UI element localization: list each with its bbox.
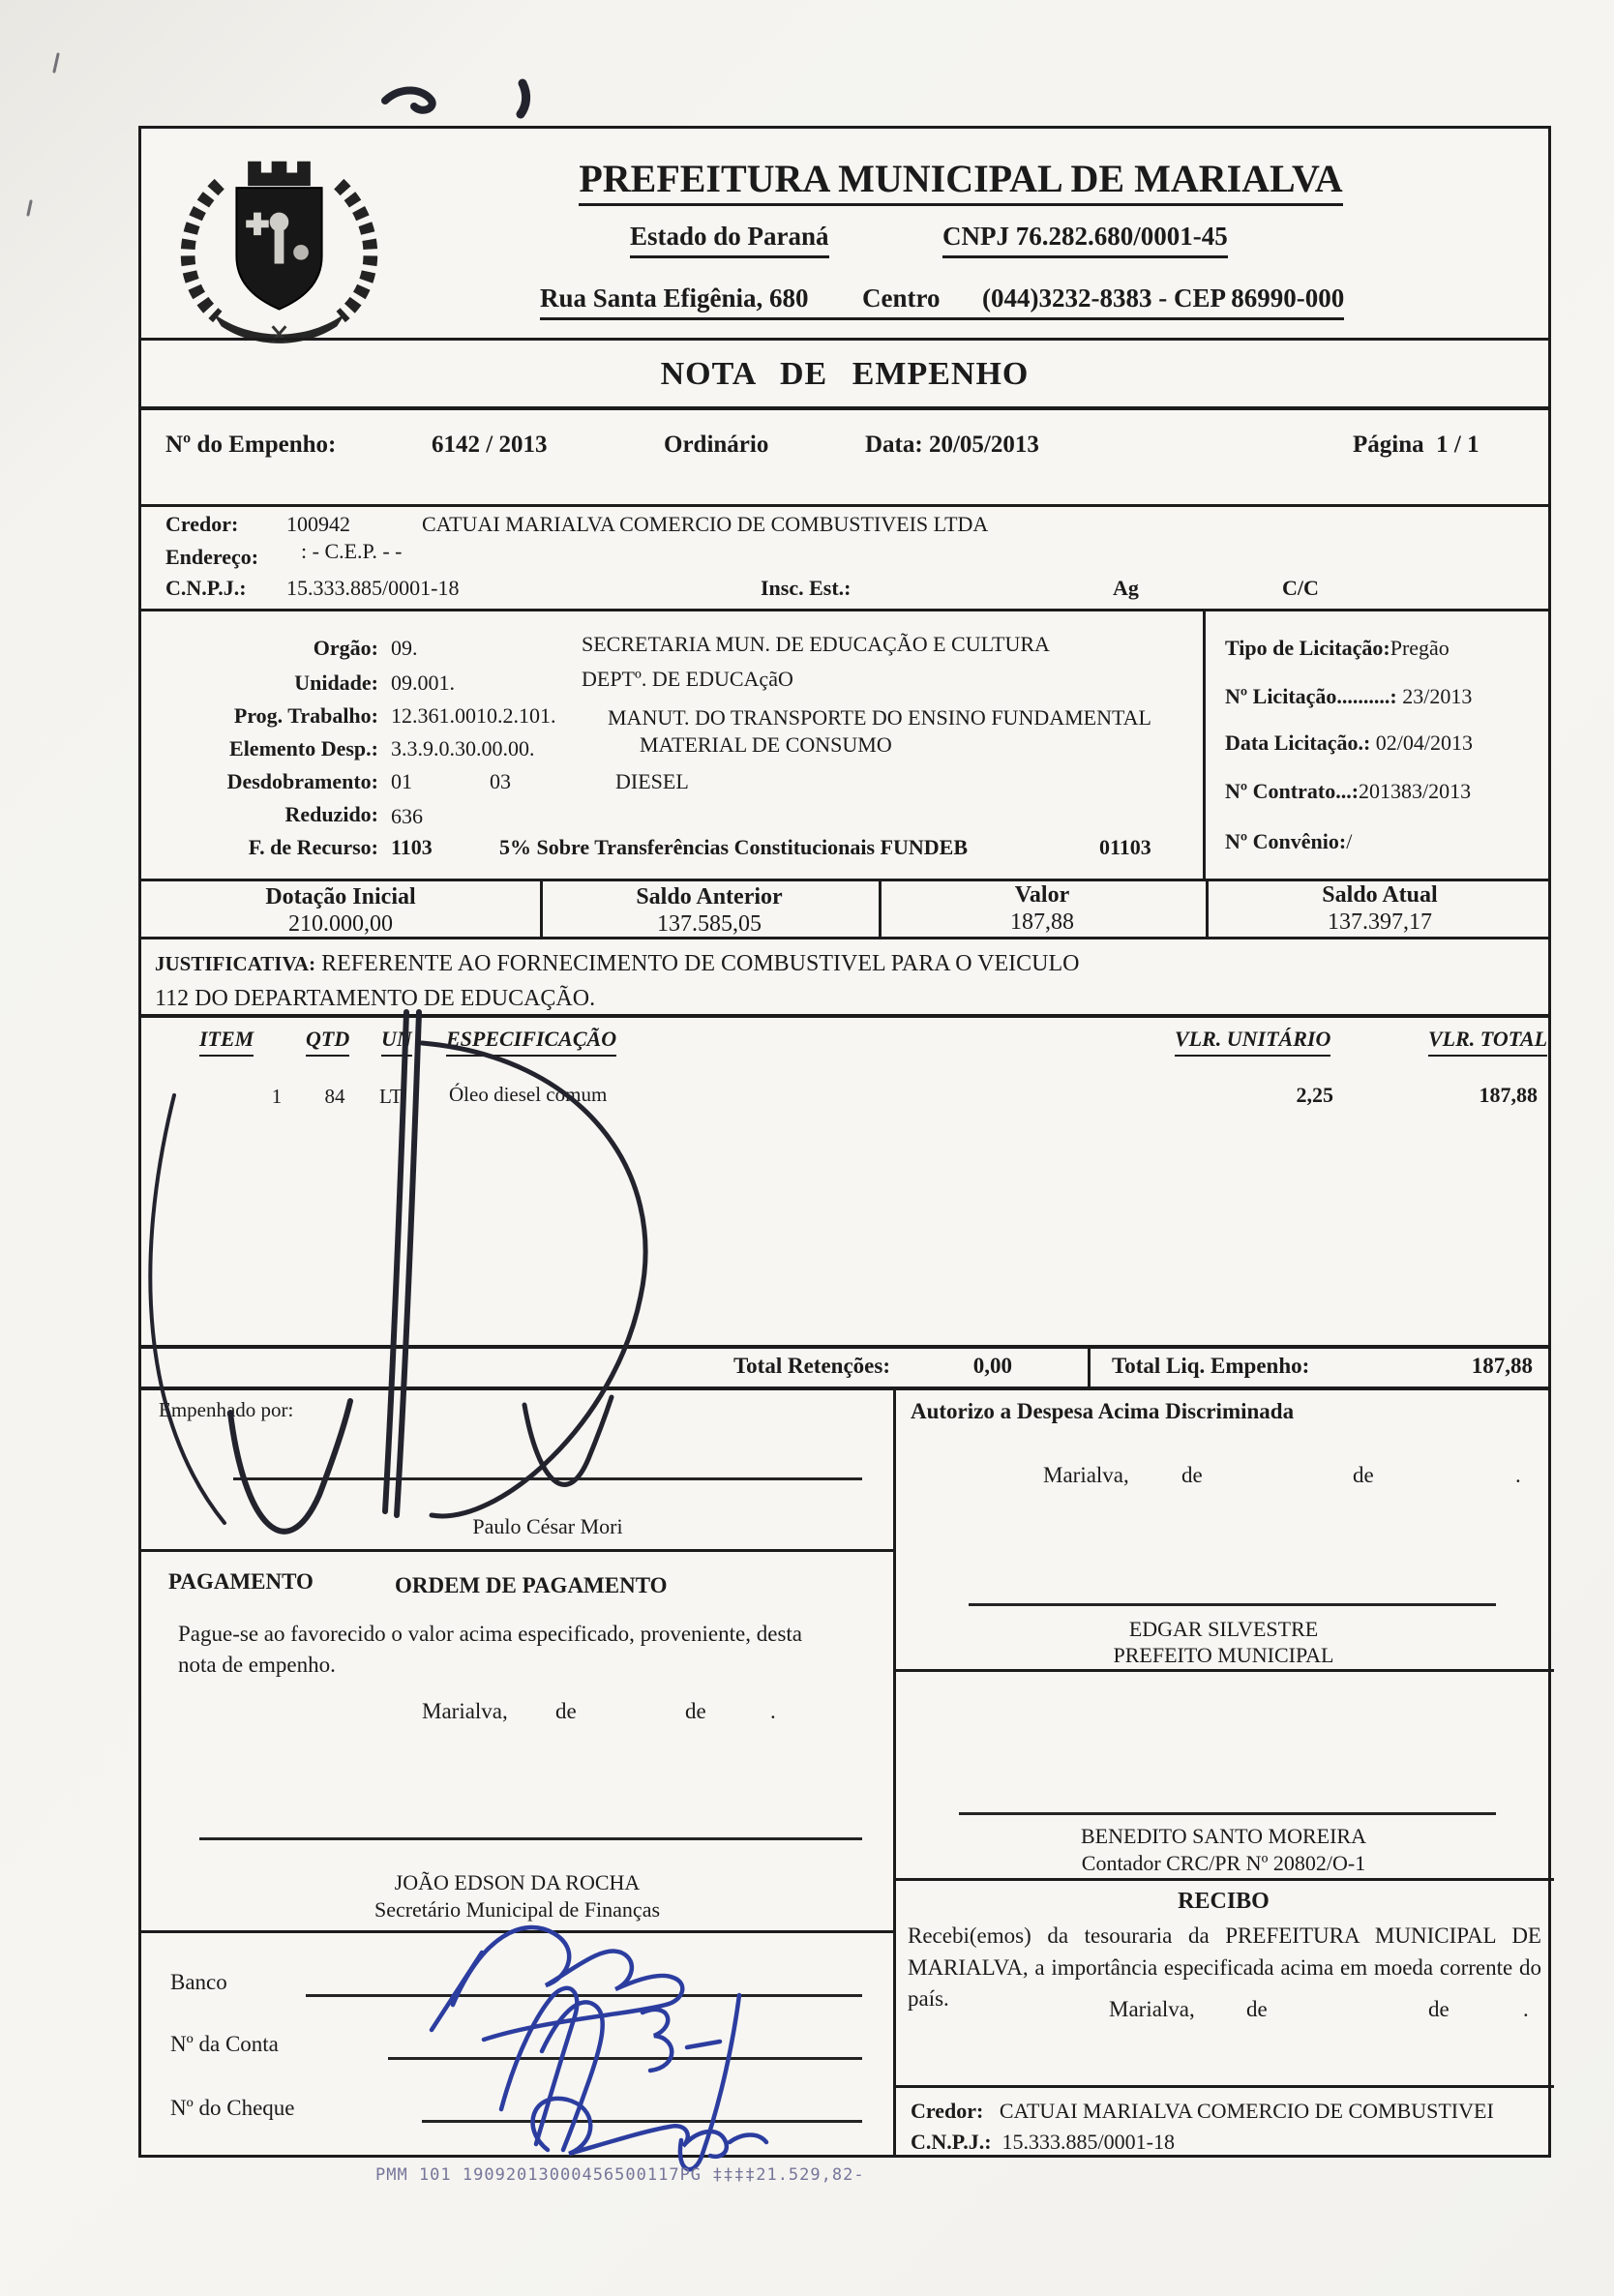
- col-item: ITEM: [199, 1027, 254, 1057]
- de: de: [1181, 1463, 1203, 1487]
- address-line: [540, 283, 1344, 320]
- page-indicator: Página 1 / 1: [1353, 432, 1480, 458]
- prog-trabalho-label: Prog. Trabalho:: [233, 703, 378, 728]
- tipo-licitacao-label: Tipo de Licitação:: [1225, 636, 1390, 660]
- divider: [141, 937, 1548, 939]
- recibo-text: Recebi(emos) da tesouraria da PREFEITURA MUNICIPAL DE MARIALVA, a importância especificada acima em moeda corrente do país.: [908, 1923, 1541, 2012]
- saldo-atual-value: 137.397,17: [1328, 909, 1432, 935]
- item-un: LT: [379, 1085, 403, 1108]
- data-licitacao-value: 02/04/2013: [1375, 731, 1474, 755]
- divider: [893, 1669, 1554, 1672]
- prog-trabalho-code: 12.361.0010.2.101.: [391, 703, 556, 728]
- cnpj-label: C.N.P.J.:: [165, 576, 247, 600]
- de: de: [1428, 1997, 1450, 2021]
- tipo-licitacao-value: Pregão: [1390, 636, 1450, 660]
- valor-label: Valor: [1014, 882, 1070, 908]
- header-cnpj: CNPJ 76.282.680/0001-45: [942, 222, 1228, 258]
- street-address: Rua Santa Efigênia, 680: [540, 283, 809, 313]
- contrato-label: Nº Contrato...:: [1225, 779, 1360, 803]
- marialva-coat-of-arms-icon: [161, 140, 398, 343]
- justification: [155, 946, 1084, 1016]
- dot: .: [770, 1699, 776, 1723]
- divider: [141, 1014, 1548, 1018]
- data-licitacao-label: Data Licitação.:: [1225, 731, 1371, 755]
- divider: [141, 1549, 893, 1552]
- cheque-line: [422, 2120, 862, 2123]
- state-label: Estado do Paraná: [630, 222, 829, 258]
- item-unit-price: 2,25: [1296, 1083, 1333, 1107]
- autorizo-title: Autorizo a Despesa Acima Discriminada: [911, 1399, 1295, 1423]
- desdobramento-code: 01: [391, 769, 412, 793]
- reduzido-code: 636: [391, 804, 423, 828]
- endereco-value: : - C.E.P. - -: [301, 539, 403, 563]
- empenho-date: Data: 20/05/2013: [865, 432, 1039, 458]
- num-licitacao-label: Nº Licitação..........:: [1225, 684, 1397, 708]
- pague-se-text: Pague-se ao favorecido o valor acima especificado, proveniente, desta nota de empenho.: [178, 1622, 802, 1678]
- municipality-title: PREFEITURA MUNICIPAL DE MARIALVA: [403, 156, 1519, 201]
- doc-title: NOTA DE EMPENHO: [660, 356, 1030, 392]
- unidade-desc: DEPTº. DE EDUCAçãO: [582, 667, 793, 691]
- city: Marialva,: [1109, 1997, 1195, 2021]
- divider: [141, 338, 1548, 341]
- empenhado-signer-name: Paulo César Mori: [472, 1514, 623, 1538]
- divider: [1088, 1345, 1091, 1390]
- empenho-number-label: Nº do Empenho:: [165, 432, 337, 458]
- divider: [879, 879, 882, 937]
- secretario-name: JOÃO EDSON DA ROCHA: [394, 1870, 641, 1894]
- divider: [141, 1345, 1548, 1349]
- convenio-value: /: [1346, 829, 1353, 853]
- divider: [893, 1387, 896, 2158]
- receipt-cnpj-line: C.N.P.J.: 15.333.885/0001-18: [911, 2130, 1175, 2154]
- divider: [893, 1878, 1554, 1881]
- col-vlr-unitario: VLR. UNITÁRIO: [1175, 1027, 1330, 1057]
- divider: [141, 1387, 1548, 1390]
- conta-line: [388, 2057, 862, 2060]
- saldo-anterior-value: 137.585,05: [657, 911, 762, 937]
- de: de: [1353, 1463, 1374, 1487]
- orgao-code: 09.: [391, 636, 418, 660]
- signature-line: [199, 1837, 862, 1840]
- banco-label: Banco: [170, 1970, 227, 1994]
- dotacao-value: 210.000,00: [288, 911, 393, 937]
- nota-de-empenho-form: [138, 126, 1551, 2158]
- saldo-anterior-label: Saldo Anterior: [636, 884, 783, 909]
- prefeito-title: PREFEITO MUNICIPAL: [1113, 1643, 1334, 1667]
- divider: [141, 1930, 893, 1933]
- signature-line: [959, 1812, 1496, 1815]
- city: Marialva,: [1043, 1463, 1129, 1487]
- recurso-desc: 5% Sobre Transferências Constitucionais FUNDEB: [499, 835, 969, 859]
- unidade-label: Unidade:: [294, 671, 378, 695]
- pagamento-title: PAGAMENTO: [168, 1569, 314, 1594]
- secretario-title: Secretário Municipal de Finanças: [374, 1897, 661, 1922]
- item-espec: Óleo diesel comum: [449, 1083, 608, 1106]
- recurso-ref: 01103: [1099, 835, 1151, 859]
- dot: .: [1515, 1463, 1521, 1487]
- de: de: [555, 1699, 577, 1723]
- empenhado-por-label: Empenhado por:: [159, 1398, 294, 1421]
- desdobramento-desc: DIESEL: [615, 769, 689, 793]
- prefeito-name: EDGAR SILVESTRE: [1128, 1617, 1319, 1641]
- recurso-code: 1103: [391, 835, 433, 859]
- desdobramento-label: Desdobramento:: [226, 769, 378, 793]
- credor-code: 100942: [286, 512, 350, 536]
- dot-matrix-footer-code: PMM 101 19092013000456500117PG ‡‡‡‡21.529,82-: [375, 2165, 865, 2185]
- valor-value: 187,88: [1010, 909, 1074, 935]
- justificativa-text: REFERENTE AO FORNECIMENTO DE COMBUSTIVEL PARA O VEICULO 112 DO DEPARTAMENTO DE EDUCAÇÃO.: [155, 951, 1080, 1011]
- ordem-pagamento-title: ORDEM DE PAGAMENTO: [395, 1573, 668, 1597]
- num-licitacao-value: 23/2013: [1402, 684, 1473, 708]
- recibo-title: RECIBO: [1178, 1889, 1270, 1914]
- item-total: 187,88: [1479, 1083, 1538, 1107]
- saldo-atual-label: Saldo Atual: [1322, 882, 1438, 908]
- total-liq-value: 187,88: [1471, 1354, 1533, 1378]
- cnpj-value: 15.333.885/0001-18: [286, 576, 460, 600]
- unidade-code: 09.001.: [391, 671, 455, 695]
- divider: [1203, 609, 1206, 881]
- desdobramento-code2: 03: [490, 769, 511, 793]
- reduzido-label: Reduzido:: [284, 802, 378, 826]
- contrato-value: 201383/2013: [1359, 779, 1472, 803]
- signature-line: [969, 1603, 1496, 1606]
- convenio-label: Nº Convênio:: [1225, 829, 1347, 853]
- elemento-label: Elemento Desp.:: [229, 736, 378, 760]
- divider: [1206, 879, 1209, 937]
- contador-name: BENEDITO SANTO MOREIRA: [1081, 1824, 1366, 1848]
- credor-name: CATUAI MARIALVA COMERCIO DE COMBUSTIVEIS LTDA: [422, 512, 989, 536]
- dot: .: [1523, 1997, 1529, 2021]
- col-un: UN: [381, 1027, 412, 1057]
- orgao-label: Orgão:: [313, 636, 378, 660]
- divider: [893, 2085, 1554, 2088]
- recurso-label: F. de Recurso:: [248, 835, 378, 859]
- receipt-credor-line: Credor: CATUAI MARIALVA COMERCIO DE COMBUSTIVEI: [911, 2099, 1494, 2123]
- item-qtd: 84: [324, 1085, 345, 1108]
- elemento-code: 3.3.9.0.30.00.00.: [391, 736, 535, 760]
- de: de: [685, 1699, 706, 1723]
- divider: [141, 406, 1548, 410]
- divider: [540, 879, 543, 937]
- empenho-type: Ordinário: [664, 432, 769, 458]
- signature-line: [233, 1477, 862, 1480]
- justificativa-label: JUSTIFICATIVA:: [155, 952, 316, 975]
- endereco-label: Endereço:: [165, 545, 259, 569]
- total-liq-label: Total Liq. Empenho:: [1112, 1354, 1310, 1378]
- item-number: 1: [271, 1085, 283, 1108]
- col-qtd: QTD: [306, 1027, 349, 1057]
- elemento-desc: MATERIAL DE CONSUMO: [640, 732, 892, 757]
- cc-label: C/C: [1282, 576, 1319, 600]
- contador-title: Contador CRC/PR Nº 20802/O-1: [1081, 1851, 1366, 1875]
- district: Centro: [862, 283, 941, 313]
- ag-label: Ag: [1113, 576, 1139, 600]
- dotacao-label: Dotação Inicial: [265, 884, 416, 909]
- conta-label: Nº da Conta: [170, 2032, 279, 2056]
- credor-label: Credor:: [165, 512, 239, 536]
- col-espec: ESPECIFICAÇÃO: [446, 1027, 616, 1057]
- de: de: [1246, 1997, 1268, 2021]
- cheque-label: Nº do Cheque: [170, 2096, 295, 2120]
- orgao-desc: SECRETARIA MUN. DE EDUCAÇÃO E CULTURA: [582, 632, 1050, 656]
- divider: [141, 504, 1548, 507]
- total-retencoes-label: Total Retenções:: [732, 1354, 890, 1378]
- empenho-number: 6142 / 2013: [432, 432, 548, 458]
- insc-label: Insc. Est.:: [761, 576, 852, 600]
- city: Marialva,: [422, 1699, 508, 1723]
- total-retencoes-value: 0,00: [972, 1354, 1012, 1378]
- banco-line: [306, 1994, 862, 1997]
- prog-trabalho-desc: MANUT. DO TRANSPORTE DO ENSINO FUNDAMENTAL: [608, 705, 1151, 730]
- divider: [141, 609, 1548, 611]
- col-vlr-total: VLR. TOTAL: [1428, 1027, 1547, 1057]
- phone-cep: (044)3232-8383 - CEP 86990-000: [982, 283, 1345, 313]
